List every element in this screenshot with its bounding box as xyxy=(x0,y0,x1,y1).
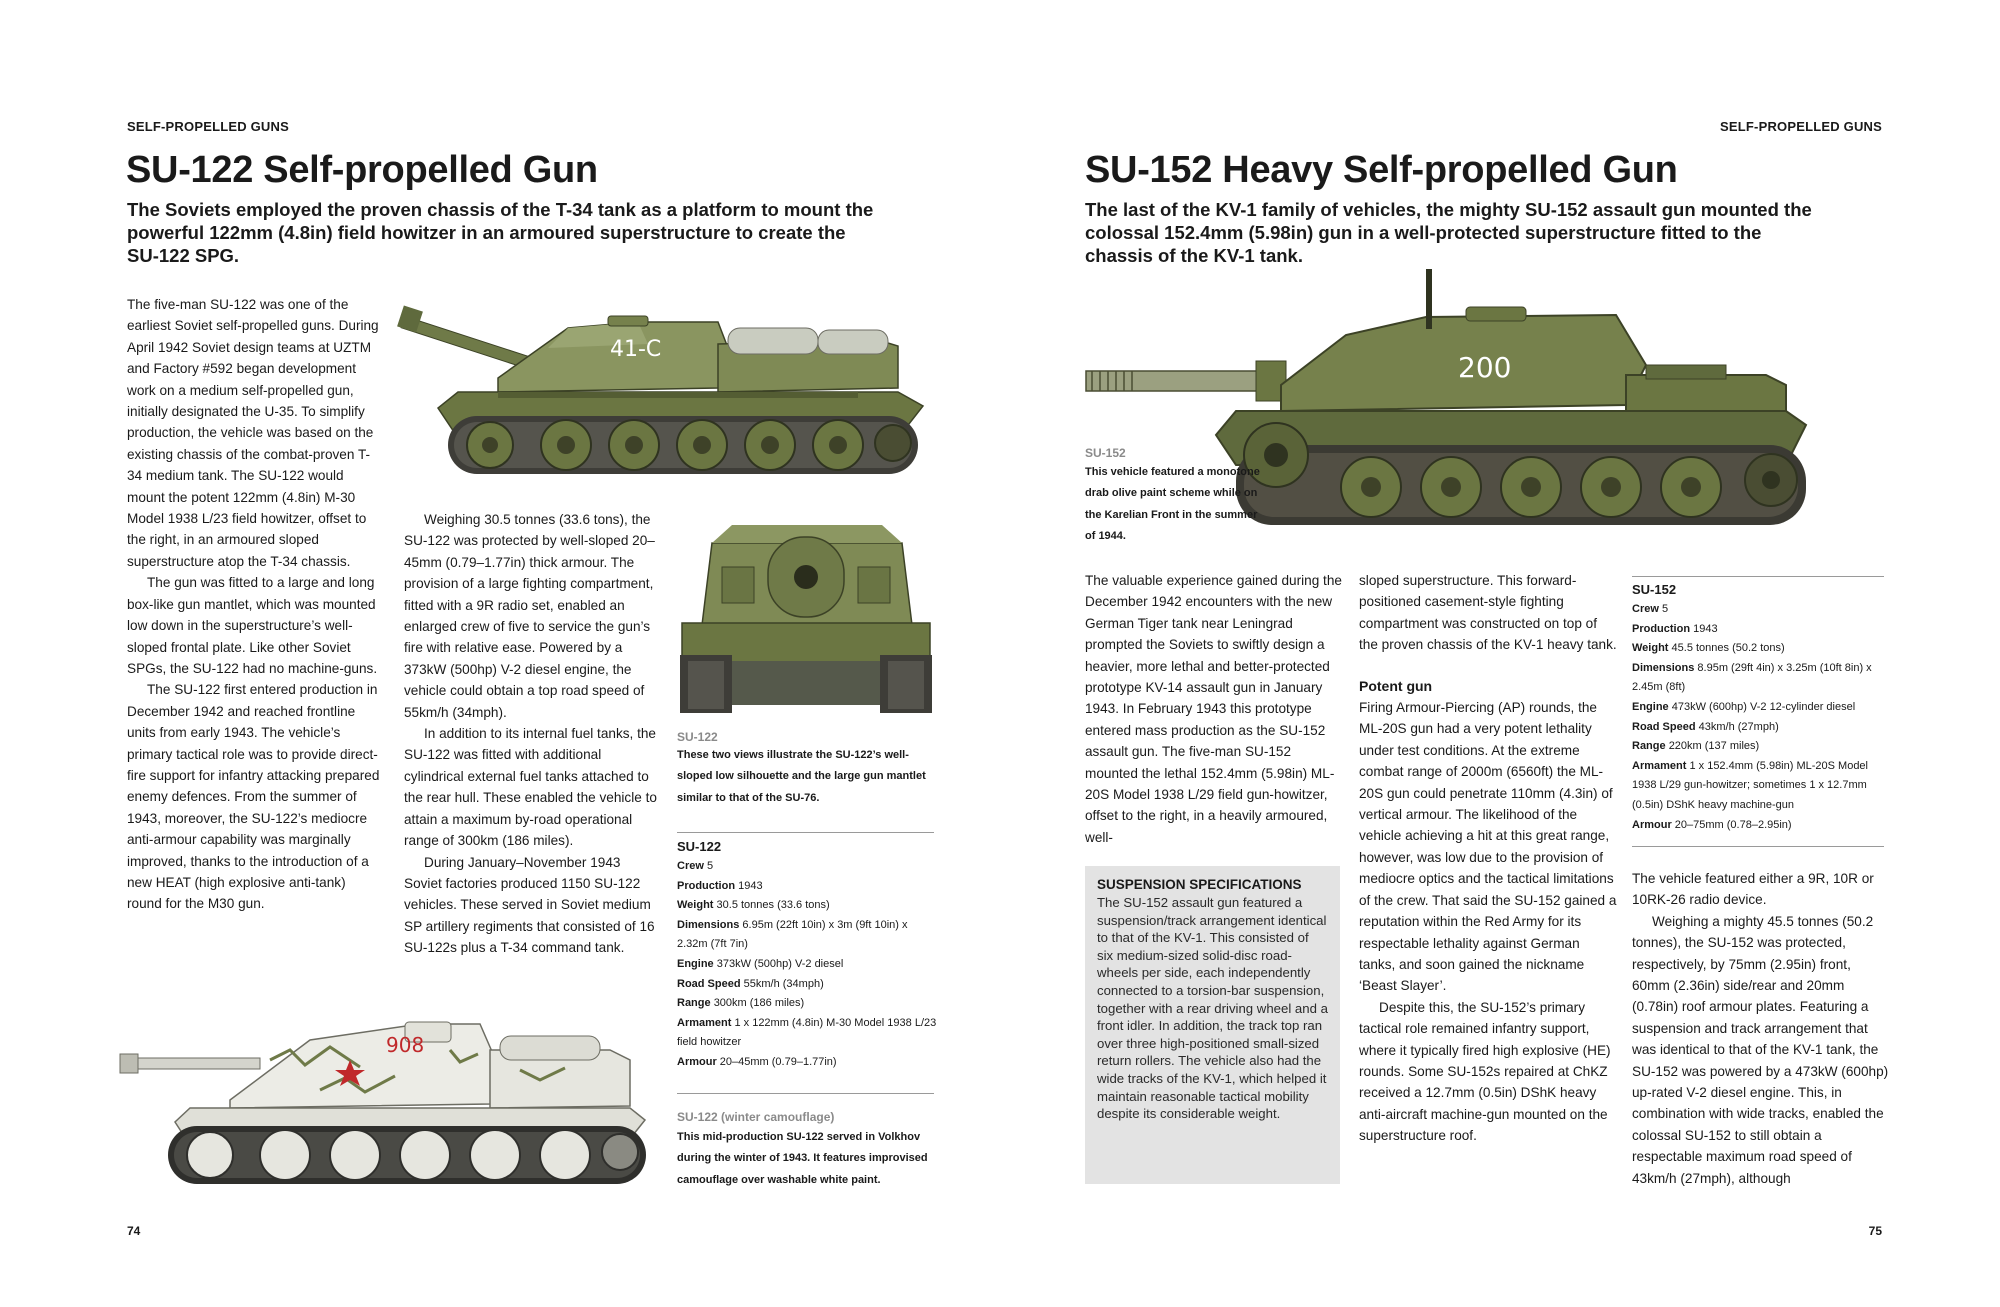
spec-row-armour: Armour 20–45mm (0.79–1.77in) xyxy=(677,1055,837,1068)
vehicle-marking: 41-C xyxy=(610,337,662,362)
spec-row-production: Production 1943 xyxy=(677,879,763,892)
divider xyxy=(677,1093,934,1094)
deck-right: The last of the KV-1 family of vehicles, the mighty SU-152 assault gun mounted the colossal 152.4mm (5.98in) gun in a well-protected superstructure fitted to the chassis of the KV-1 tank. xyxy=(1085,199,1812,266)
body-column-2-right xyxy=(1359,570,1619,1147)
divider xyxy=(1632,846,1884,847)
vehicle-marking: 908 xyxy=(386,1033,425,1057)
paragraph: The valuable experience gained during the December 1942 encounters with the new German Tiger tank near Leningrad prompted the Soviets to swiftly design a heavier, more lethal and better-protected prototype KV-14 assault gun in January 1943. In February 1943 this prototype entered mass production as the SU-152 assault gun. The five-man SU-152 mounted the lethal 152.4mm (5.98in) ML-20S Model 1938 L/29 field gun-howitzer, offset to the right, in a heavily armoured, well- xyxy=(1085,573,1342,845)
divider xyxy=(1632,576,1884,577)
spec-row-production: Production 1943 xyxy=(1632,622,1718,635)
spec-row-engine: Engine 373kW (500hp) V-2 diesel xyxy=(677,957,844,970)
vehicle-marking: 200 xyxy=(1458,351,1512,384)
spec-table-left xyxy=(677,837,939,1073)
spec-row-weight: Weight 45.5 tonnes (50.2 tons) xyxy=(1632,642,1785,655)
paragraph: Weighing 30.5 tonnes (33.6 tons), the SU-122 was protected by well-sloped 20–45mm (0.79–1.77in) thick armour. The provision of a large fighting compartment, fitted with a 9R radio set, enabled an enlarged crew of five to service the gun’s fire with relative ease. Powered by a 373kW (500hp) V-2 diesel engine, the vehicle could obtain a top road speed of 55km/h (34mph). xyxy=(404,512,655,720)
body-column-1-right xyxy=(1085,570,1345,848)
suspension-sidebar xyxy=(1085,866,1340,1184)
body-column-1-left xyxy=(127,294,382,915)
paragraph: The five-man SU-122 was one of the earliest Soviet self-propelled guns. During April 1942 Soviet design teams at UZTM and Factory #592 began development work on a medium self-propelled gun, initially designated the U-35. To simplify production, the vehicle was based on the existing chassis of the combat-proven T-34 medium tank. The SU-122 would mount the potent 122mm (4.8in) M-30 Model 1938 L/23 field howitzer, offset to the right, in an armoured sloped superstructure atop the T-34 chassis. xyxy=(127,297,379,569)
caption-title: SU-122 (winter camouflage) xyxy=(677,1110,835,1124)
paragraph: The SU-122 first entered production in December 1942 and reached frontline units from early 1943. The vehicle’s primary tactical role was to provide direct-fire support for infantry attacking prepared enemy defences. From the summer of 1943, moreover, the SU-122’s mediocre anti-armour capability was marginally improved, thanks to the introduction of a new HEAT (high explosive anti-tank) round for the M30 gun. xyxy=(127,682,380,912)
paragraph: Despite this, the SU-152’s primary tactical role remained infantry support, where it typically fired high explosive (HE) rounds. Some SU-152s repaired at ChKZ received a 12.7mm (0.5in) DShK heavy anti-aircraft machine-gun mounted on the superstructure roof. xyxy=(1359,999,1611,1144)
paragraph: During January–November 1943 Soviet factories produced 1150 SU-122 vehicles. These served in Soviet medium SP artillery regiments that consisted of 16 SU-122s plus a T-34 command tank. xyxy=(404,854,655,956)
spec-row-dimensions: Dimensions 8.95m (29ft 4in) x 3.25m (10ft 8in) x 2.45m (8ft) xyxy=(1632,661,1872,694)
spec-row-engine: Engine 473kW (600hp) V-2 12-cylinder diesel xyxy=(1632,700,1856,713)
divider xyxy=(677,832,934,833)
spec-row-crew: Crew 5 xyxy=(677,860,714,872)
spec-row-dimensions: Dimensions 6.95m (22ft 10in) x 3m (9ft 10in) x 2.32m (7ft 7in) xyxy=(677,918,908,951)
spec-row-armament: Armament 1 x 122mm (4.8in) M-30 Model 1938 L/23 field howitzer xyxy=(677,1016,937,1049)
paragraph: Weighing a mighty 45.5 tonnes (50.2 tonnes), the SU-152 was protected, respectively, by 75mm (2.95in) front, 60mm (2.36in) side/rear and 20mm (0.78in) roof armour plates. Featuring a suspension and track arrangement that was identical to that of the KV-1 tank, the SU-152 was powered by a 473kW (600hp) up-rated V-2 diesel engine. This, in combination with wide tracks, enabled the colossal SU-152 to still obtain a respectable maximum road speed of 43km/h (27mph), although xyxy=(1632,913,1889,1186)
sidebar-text: The SU-152 assault gun featured a suspension/track arrangement identical to that of the KV-1. This consisted of six medium-sized solid-disc road-wheels per side, each independently connected to a torsion-bar suspension, together with a rear driving wheel and a front idler. In addition, the track top ran over three high-positioned small-sized return rollers. The vehicle also had the wide tracks of the KV-1, which helped it maintain reasonable tactical mobility despite its considerable weight. xyxy=(1097,895,1328,1122)
paragraph: In addition to its internal fuel tanks, the SU-122 was fitted with additional cylindrical external fuel tanks attached to the rear hull. These enabled the vehicle to attain a maximum by-road operational range of 300km (186 miles). xyxy=(404,726,657,849)
paragraph: Firing Armour-Piercing (AP) rounds, the ML-20S gun had a very potent lethality under test conditions. At the extreme combat range of 2000m (6560ft) the ML-20S gun could penetrate 110mm (4.3in) of vertical armour. The likelihood of the vehicle achieving a hit at this great range, however, was low due to the provision of mediocre optics and the tactical limitations of the crew. That said the SU-152 gained a reputation within the Red Army for its respectable lethality against German tanks, and soon gained the nickname ‘Beast Slayer’. xyxy=(1359,700,1617,994)
spec-row-crew: Crew 5 xyxy=(1632,603,1669,615)
deck-left: The Soviets employed the proven chassis of the T-34 tank as a platform to mount the powerful 122mm (4.8in) field howitzer in an armoured superstructure to create the SU-122 SPG. xyxy=(127,199,874,266)
spec-table-right xyxy=(1632,580,1884,835)
body-column-3-right xyxy=(1632,868,1892,1189)
body-column-2-left xyxy=(404,509,659,959)
spec-row-road-speed: Road Speed 43km/h (27mph) xyxy=(1632,720,1779,733)
subheading: Potent gun xyxy=(1359,677,1433,694)
section-label-left: SELF-PROPELLED GUNS xyxy=(127,119,289,134)
sidebar-title: SUSPENSION SPECIFICATIONS xyxy=(1097,877,1302,892)
spec-table-title: SU-122 xyxy=(677,839,722,854)
section-label-right: SELF-PROPELLED GUNS xyxy=(1720,119,1882,134)
caption-text: These two views illustrate the SU-122’s well-sloped low silhouette and the large gun mantlet similar to that of the SU-76. xyxy=(677,749,926,804)
page-number-right: 75 xyxy=(1868,1224,1882,1238)
su122-winter-illustration xyxy=(120,980,650,1190)
paragraph: The gun was fitted to a large and long box-like gun mantlet, which was mounted low down in the superstructure’s well-sloped frontal plate. Like other Soviet SPGs, the SU-122 had no machine-guns. xyxy=(127,575,378,676)
spec-row-armament: Armament 1 x 152.4mm (5.98in) ML-20S Model 1938 L/29 gun-howitzer; sometimes 1 x 12.7mm (0.5in) DShK heavy machine-gun xyxy=(1632,759,1868,811)
caption-title: SU-152 xyxy=(1085,446,1126,460)
page-number-left: 74 xyxy=(127,1224,141,1238)
caption-title: SU-122 xyxy=(677,730,718,744)
paragraph: sloped superstructure. This forward-positioned casement-style fighting compartment was constructed on top of the proven chassis of the KV-1 heavy tank. xyxy=(1359,573,1617,653)
spec-row-road-speed: Road Speed 55km/h (34mph) xyxy=(677,977,824,990)
paragraph: The vehicle featured either a 9R, 10R or 10RK-26 radio device. xyxy=(1632,871,1874,908)
spec-row-range: Range 300km (186 miles) xyxy=(677,997,805,1010)
su122-front-illustration xyxy=(672,515,940,715)
spec-row-weight: Weight 30.5 tonnes (33.6 tons) xyxy=(677,899,830,912)
spec-table-title: SU-152 xyxy=(1632,582,1677,597)
caption-text: This mid-production SU-122 served in Volkhov during the winter of 1943. It features improvised camouflage over washable white paint. xyxy=(677,1131,928,1186)
spec-row-armour: Armour 20–75mm (0.78–2.95in) xyxy=(1632,818,1792,831)
caption-text: This vehicle featured a monotone drab olive paint scheme while on the Karelian Front in the summer of 1944. xyxy=(1085,466,1260,543)
page-title-left: SU-122 Self-propelled Gun xyxy=(126,149,598,191)
spec-row-range: Range 220km (137 miles) xyxy=(1632,740,1760,753)
su122-side-illustration xyxy=(398,288,938,488)
page-title-right: SU-152 Heavy Self-propelled Gun xyxy=(1085,149,1678,191)
